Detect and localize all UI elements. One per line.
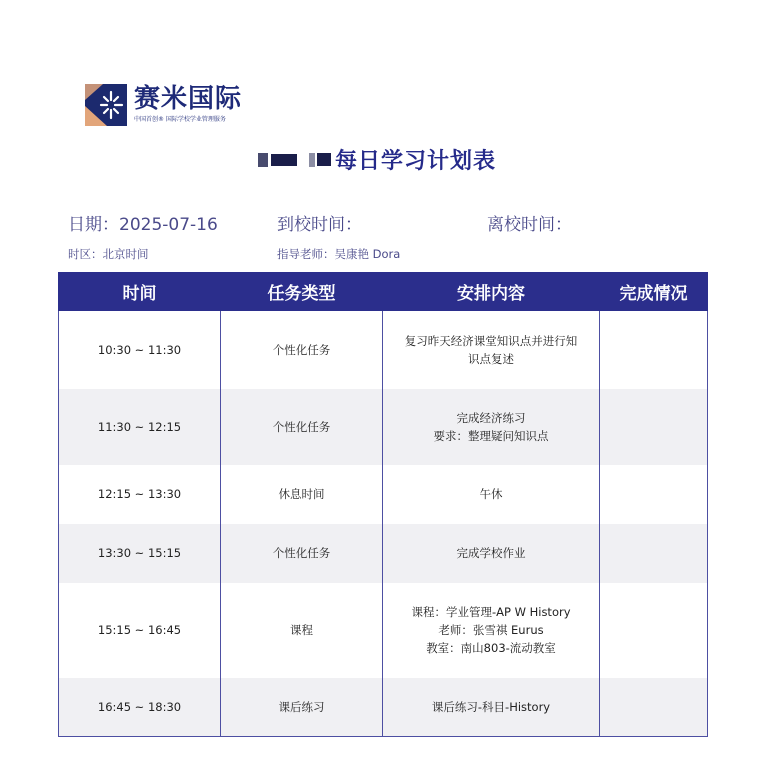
content-line: 课程：学业管理-AP W History — [411, 605, 571, 619]
teacher-label: 指导老师：吴康艳 Dora — [277, 247, 401, 261]
table-header-row — [59, 273, 708, 311]
cell-type: 个性化任务 — [221, 389, 383, 465]
content-line: 复习昨天经济课堂知识点并进行知 — [404, 333, 578, 348]
cell-status[interactable] — [600, 583, 708, 678]
cell-content — [383, 524, 600, 583]
cell-content — [383, 465, 600, 524]
logo-name: 赛米国际 — [134, 84, 243, 114]
content-line: 教室：南山803-流动教室 — [426, 641, 556, 655]
cell-type: 休息时间 — [221, 465, 383, 524]
content-line: 识点复述 — [468, 351, 514, 366]
cell-time: 12:15 ~ 13:30 — [59, 465, 221, 524]
cell-status[interactable] — [600, 524, 708, 583]
date-label: 日期：2025-07-16 — [68, 215, 218, 235]
document-title — [258, 144, 496, 175]
cell-status[interactable] — [600, 678, 708, 737]
content-line: 完成学校作业 — [456, 546, 526, 560]
brand-logo — [85, 84, 242, 126]
cell-status[interactable] — [600, 389, 708, 465]
cell-time: 13:30 ~ 15:15 — [59, 524, 221, 583]
logo-emblem-icon — [85, 84, 127, 126]
cell-type: 课程 — [221, 583, 383, 678]
leave-time-label: 离校时间： — [487, 215, 572, 235]
table-row — [59, 311, 708, 389]
header-time: 时间 — [59, 273, 221, 311]
cell-content — [383, 678, 600, 737]
table-row — [59, 583, 708, 678]
content-line: 课后练习-科目-History — [431, 699, 551, 714]
cell-status[interactable] — [600, 311, 708, 389]
timezone-label: 时区：北京时间 — [68, 247, 149, 261]
header-content: 安排内容 — [383, 273, 600, 311]
header-task-type: 任务类型 — [221, 273, 383, 311]
cell-content — [383, 311, 600, 389]
table-row — [59, 465, 708, 524]
content-line: 午休 — [479, 487, 503, 501]
cell-time: 16:45 ~ 18:30 — [59, 678, 221, 737]
schedule-table — [58, 272, 708, 737]
cell-time: 15:15 ~ 16:45 — [59, 583, 221, 678]
cell-type: 课后练习 — [221, 678, 383, 737]
cell-time: 10:30 ~ 11:30 — [59, 311, 221, 389]
content-line: 要求：整理疑问知识点 — [433, 428, 549, 443]
cell-content — [383, 389, 600, 465]
table-row — [59, 678, 708, 737]
content-line: 完成经济练习 — [456, 410, 526, 425]
content-line: 老师：张雪祺 Eurus — [438, 623, 544, 637]
page-title: 每日学习计划表 — [335, 149, 497, 174]
cell-content — [383, 583, 600, 678]
redacted-name-block — [258, 153, 331, 167]
cell-time: 11:30 ~ 12:15 — [59, 389, 221, 465]
cell-type: 个性化任务 — [221, 524, 383, 583]
logo-tagline: 中国首创® 国际学校学业管理服务 — [134, 116, 226, 123]
arrive-time-label: 到校时间： — [277, 215, 362, 235]
table-row — [59, 524, 708, 583]
cell-type: 个性化任务 — [221, 311, 383, 389]
header-status: 完成情况 — [600, 273, 708, 311]
cell-status[interactable] — [600, 465, 708, 524]
table-row — [59, 389, 708, 465]
